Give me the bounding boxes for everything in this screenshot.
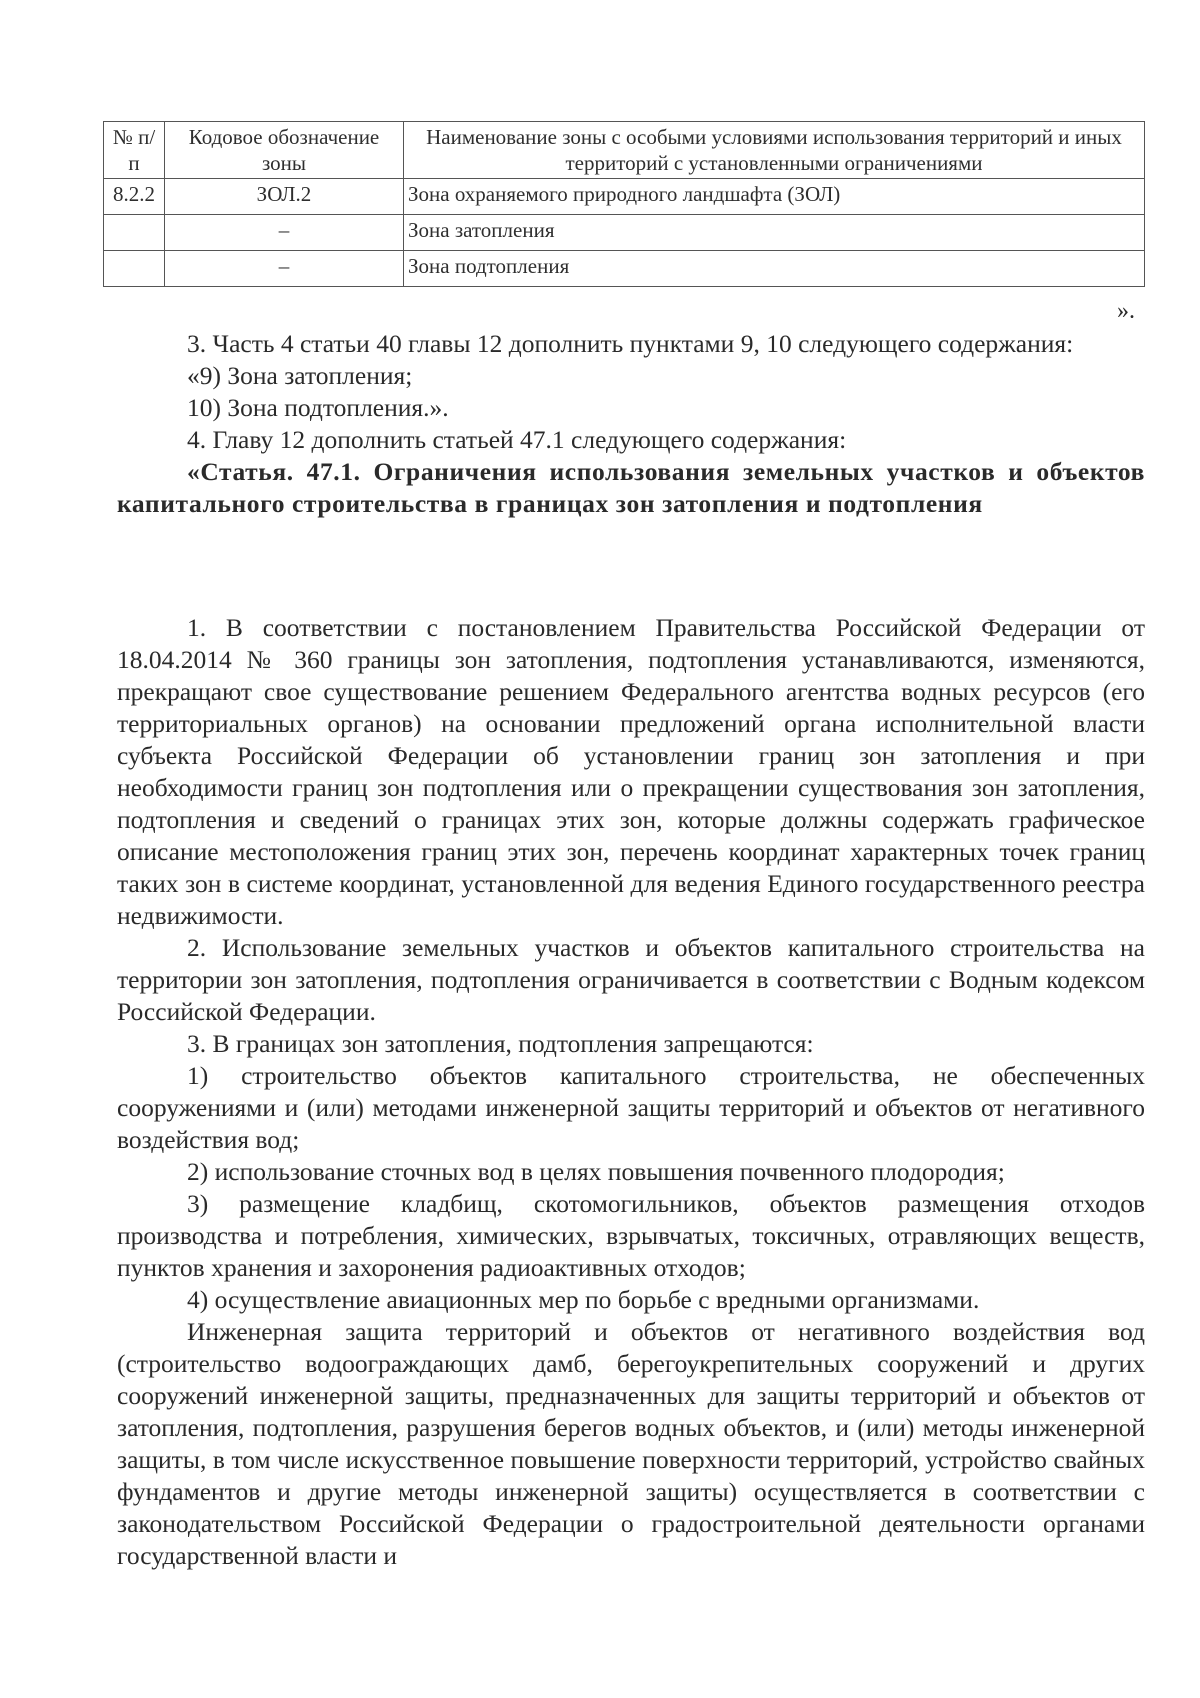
header-code: Кодовое обозначение зоны [165,122,404,179]
row-num [104,215,165,251]
paragraph-3-item-9: «9) Зона затопления; [187,361,413,390]
row-name: Зона затопления [404,215,1145,251]
row-num [104,251,165,287]
article-point-3-2: 2) использование сточных вод в целях повышения почвенного плодородия; [187,1157,1005,1186]
article-point-1: 1. В соответствии с постановлением Правительства Российской Федерации от 18.04.2014 № 360 границы зон затопления, подтопления устанавливаются, изменяются, прекращают свое существование решением Федерального агентства водных ресурсов (его территориальных органов) на основании предложений органа исполнительной власти субъекта Российской Федерации об установлении границ зон затопления и при необходимости границ зон подтопления или о прекращении существования зон затопления, подтопления и сведений о границах этих зон, которые должны содержать графическое описание местоположения границ этих зон, перечень координат характерных точек границ таких зон в системе координат, установленной для ведения Единого государственного реестра недвижимости. [117,613,1145,930]
zones-table [103,121,1145,287]
table-row [104,179,1145,215]
closing-quote: ». [1117,298,1135,324]
table-row [104,251,1145,287]
article-body [117,612,1145,1572]
article-title: «Статья. 47.1. Ограничения использования земельных участков и объектов капитального строительства в границах зон затопления и подтопления [117,457,1145,518]
table-row [104,215,1145,251]
header-name: Наименование зоны с особыми условиями использования территорий и иных территорий с установленными ограничениями [404,122,1145,179]
article-point-3: 3. В границах зон затопления, подтопления запрещаются: [187,1029,814,1058]
paragraph-3: 3. Часть 4 статьи 40 главы 12 дополнить пунктами 9, 10 следующего содержания: [187,329,1074,358]
row-num: 8.2.2 [104,179,165,215]
article-point-2: 2. Использование земельных участков и объектов капитального строительства на территории зон затопления, подтопления ограничивается в соответствии с Водным кодексом Российской Федерации. [117,933,1145,1026]
article-point-3-4: 4) осуществление авиационных мер по борьбе с вредными организмами. [187,1285,980,1314]
row-name: Зона охраняемого природного ландшафта (ЗОЛ) [404,179,1145,215]
row-code: – [165,251,404,287]
amendments-text [117,328,1145,520]
article-point-3-1: 1) строительство объектов капитального строительства, не обеспеченных сооружениями и (или) методами инженерной защиты территорий и объектов от негативного воздействия вод; [117,1061,1145,1154]
header-num: № п/п [104,122,165,179]
row-code: ЗОЛ.2 [165,179,404,215]
article-point-3-3: 3) размещение кладбищ, скотомогильников, объектов размещения отходов производства и потребления, химических, взрывчатых, токсичных, отравляющих веществ, пунктов хранения и захоронения радиоактивных отходов; [117,1189,1145,1282]
paragraph-3-item-10: 10) Зона подтопления.». [187,393,449,422]
paragraph-4: 4. Главу 12 дополнить статьей 47.1 следующего содержания: [187,425,847,454]
row-name: Зона подтопления [404,251,1145,287]
table-header-row [104,122,1145,179]
row-code: – [165,215,404,251]
article-paragraph-engineering: Инженерная защита территорий и объектов от негативного воздействия вод (строительство водоограждающих дамб, берегоукрепительных сооружений и других сооружений инженерной защиты, предназначенных для защиты территорий и объектов от затопления, подтопления, разрушения берегов водных объектов, и (или) методы инженерной защиты, в том числе искусственное повышение поверхности территорий, устройство свайных фундаментов и другие методы инженерной защиты) осуществляется в соответствии с законодательством Российской Федерации о градостроительной деятельности органами государственной власти и [117,1317,1145,1570]
